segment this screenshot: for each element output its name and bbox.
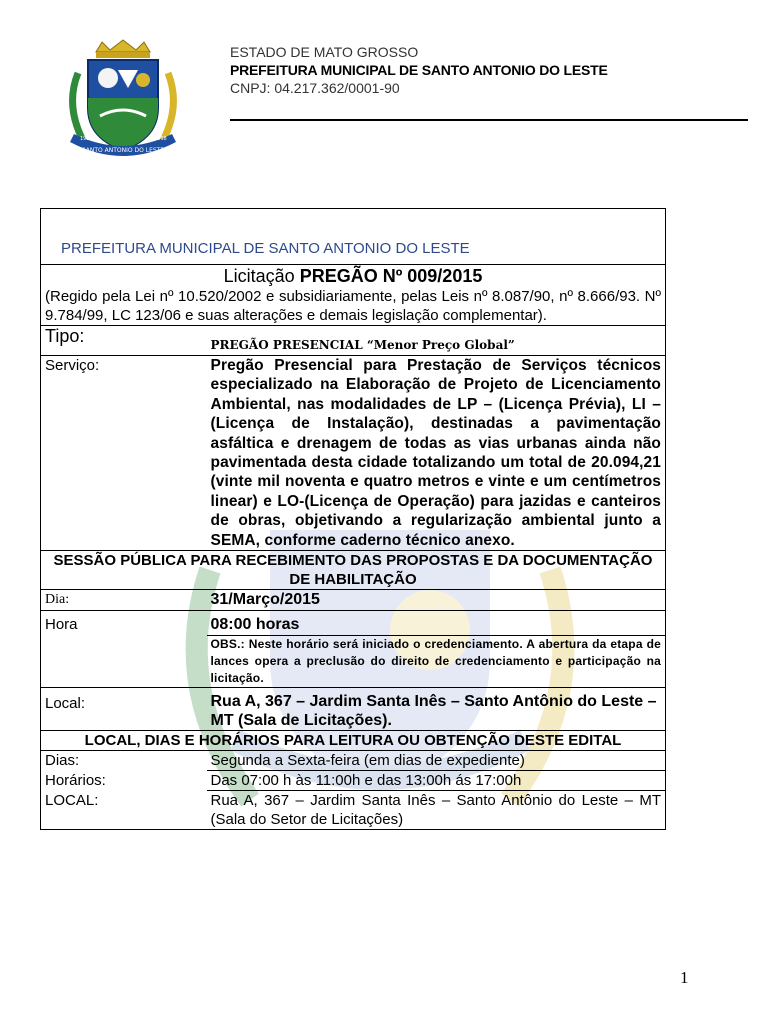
document-table [40, 208, 666, 830]
crest-ribbon-text: SANTO ANTONIO DO LESTE [81, 147, 165, 154]
dia-label: Dia: [41, 590, 207, 611]
dias-label: Dias: [41, 751, 207, 771]
local2-label: LOCAL: [41, 791, 207, 830]
sessao-heading: SESSÃO PÚBLICA PARA RECEBIMENTO DAS PROPOSTAS E DA DOCUMENTAÇÃO DE HABILITAÇÃO [41, 551, 666, 590]
servico-label: Serviço: [41, 356, 207, 551]
local2-value: Rua A, 367 – Jardim Santa Inês – Santo Antônio do Leste – MT (Sala do Setor de Licitações) [207, 791, 666, 830]
header-rule [230, 119, 748, 121]
crest-year-right: 1998 [154, 136, 167, 142]
regido-paragraph: (Regido pela Lei nº 10.520/2002 e subsidiariamente, pelas Leis nº 8.087/90, nº 8.666/93. Nº 9.784/99, LC 123/06 e suas alterações e demais legislação complementar). [41, 287, 666, 326]
tipo-value: PREGÃO PRESENCIAL “Menor Preço Global” [207, 326, 666, 356]
leitura-heading: LOCAL, DIAS E HORÁRIOS PARA LEITURA OU OBTENÇÃO DESTE EDITAL [41, 731, 666, 751]
hora-value: 08:00 horas [207, 611, 666, 636]
servico-value: Pregão Presencial para Prestação de Serviços técnicos especializado na Elaboração de Projeto de Licenciamento Ambiental, nas modalidades de LP – (Licença Prévia), LI – (Licença de Instalação), destinadas a pavimentação asfáltica e drenagem de todas as vias urbanas ainda não pavimentada desta cidade totalizando um total de 20.094,21 (vinte mil noventa e quatro metros e vinte e um centímetros linear) e LO-(Licença de Operação) para jazidas e canteiros de obras, objetivando a regularização ambiental junto a SEMA, conforme caderno técnico anexo. [207, 356, 666, 551]
dias-value: Segunda a Sexta-feira (em dias de expediente) [207, 751, 666, 771]
page-number: 1 [680, 968, 689, 987]
header-state: ESTADO DE MATO GROSSO [230, 44, 419, 60]
header-prefeitura: PREFEITURA MUNICIPAL DE SANTO ANTONIO DO LESTE [230, 62, 608, 78]
local-label: Local: [41, 688, 207, 731]
dia-value: 31/Março/2015 [207, 590, 666, 611]
horarios-value: Das 07:00 h às 11:00h e das 13:00h ás 17:00h [207, 771, 666, 791]
header-cnpj: CNPJ: 04.217.362/0001-90 [230, 80, 400, 96]
licitacao-prefix: Licitação [223, 266, 300, 286]
obs-label-cell [41, 636, 207, 688]
tipo-label: Tipo: [41, 326, 207, 356]
crest-year-left: 1998 [80, 136, 93, 142]
hora-label: Hora [41, 611, 207, 636]
obs-text: OBS.: Neste horário será iniciado o credenciamento. A abertura da etapa de lances opera a preclusão do direito de credenciamento e participação na licitação. [207, 636, 666, 688]
pregao-number: PREGÃO Nº 009/2015 [299, 266, 483, 286]
municipal-crest-logo [58, 38, 188, 168]
horarios-label: Horários: [41, 771, 207, 791]
local-value: Rua A, 367 – Jardim Santa Inês – Santo Antônio do Leste – MT (Sala de Licitações). [207, 688, 666, 731]
document-title: PREFEITURA MUNICIPAL DE SANTO ANTONIO DO LESTE [41, 209, 666, 265]
licitacao-line [41, 265, 666, 288]
